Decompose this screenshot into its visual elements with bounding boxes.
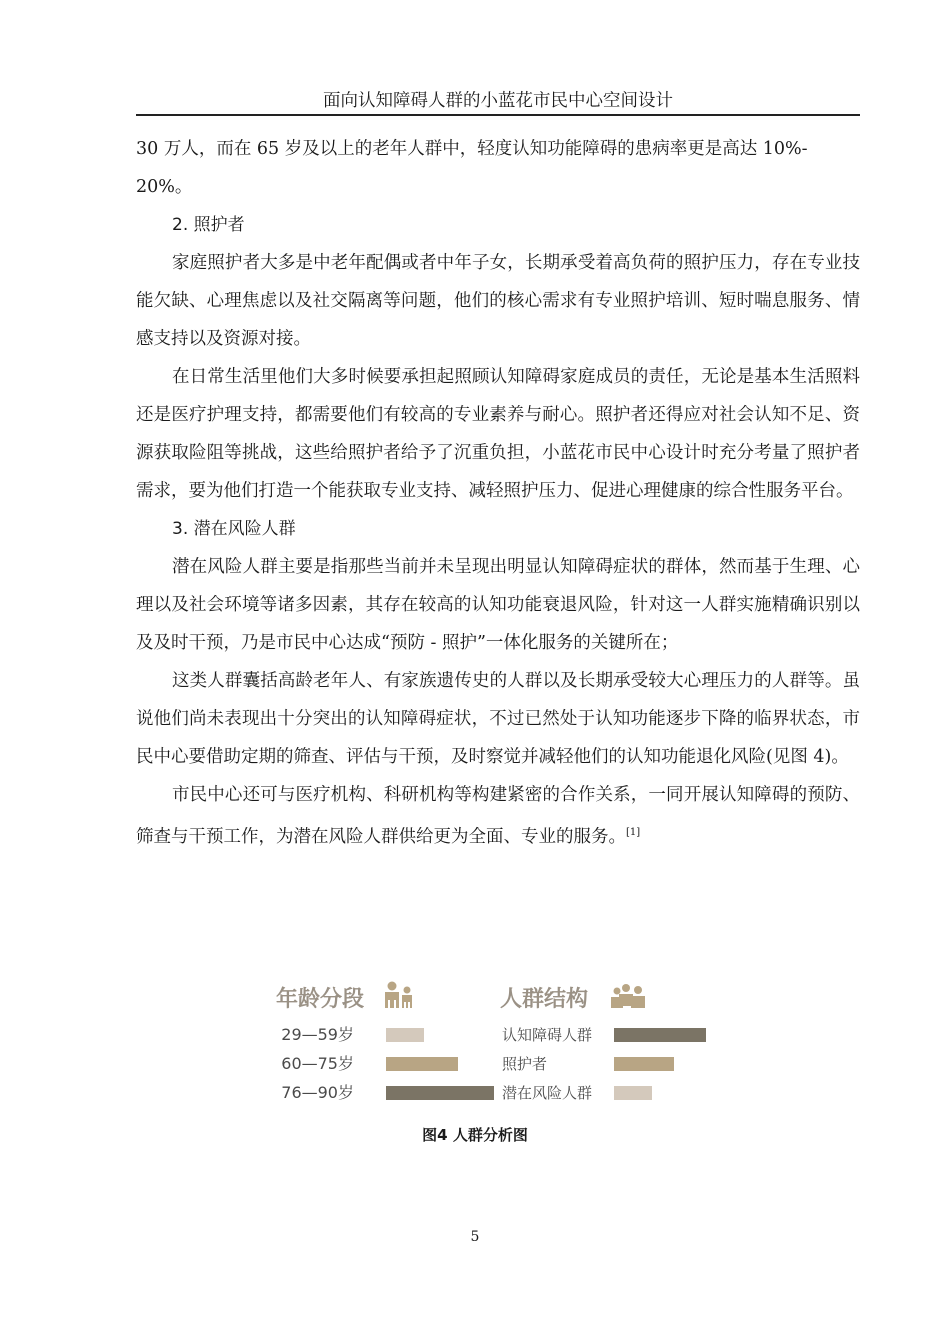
- group-panel: [500, 984, 706, 1102]
- section-heading-caregivers: 2. 照护者: [172, 215, 245, 235]
- group-panel-label: 认知障碍人群: [502, 1026, 593, 1044]
- paragraph-risk-1: 潜在风险人群主要是指那些当前并未呈现出明显认知障碍症状的群体，然而基于生理、心理以及社会环境等诸多因素，其存在较高的认知功能衰退风险，针对这一人群实施精确识别以及及时干预，乃是市民中心达成“预防 - 照护”一体化服务的关键所在；: [136, 557, 860, 653]
- page-number: 5: [470, 1229, 480, 1245]
- age-panel-title: 年龄分段: [276, 987, 365, 1012]
- family-icon: [385, 982, 412, 1009]
- citation-marker: [1]: [626, 827, 641, 838]
- paragraph-caregivers-2: 在日常生活里他们大多时候要承担起照顾认知障碍家庭成员的责任，无论是基本生活照料还是医疗护理支持，都需要他们有较高的专业素养与耐心。照护者还得应对社会认知不足、资源获取险阻等挑战，这些给照护者给予了沉重负担，小蓝花市民中心设计时充分考量了照护者需求，要为他们打造一个能获取专业支持、减轻照护压力、促进心理健康的综合性服务平台。: [136, 367, 860, 501]
- age-panel: [276, 982, 494, 1103]
- group-icon: [611, 984, 645, 1008]
- group-panel-label: 照护者: [502, 1055, 548, 1073]
- group-panel-label: 潜在风险人群: [502, 1084, 593, 1102]
- running-header-title: 面向认知障碍人群的小蓝花市民中心空间设计: [323, 91, 673, 111]
- paragraph-continued-line1: 30 万人，而在 65 岁及以上的老年人群中，轻度认知功能障碍的患病率更是高达 10%-: [136, 139, 808, 159]
- age-rows: [281, 1025, 494, 1102]
- figure-caption: 图4 人群分析图: [422, 1126, 528, 1144]
- paragraph-continued-line2: 20%。: [136, 177, 193, 197]
- population-analysis-figure: [270, 978, 720, 1103]
- running-header: [136, 88, 860, 116]
- age-panel-label: 29—59岁: [281, 1025, 354, 1044]
- age-panel-bar: [386, 1028, 424, 1042]
- group-panel-bar: [614, 1057, 674, 1071]
- body-text: [136, 130, 860, 856]
- paragraph-risk-3-text: 市民中心还可与医疗机构、科研机构等构建紧密的合作关系，一同开展认知障碍的预防、筛查与干预工作，为潜在风险人群供给更为全面、专业的服务。: [136, 785, 860, 847]
- age-panel-bar: [386, 1086, 494, 1100]
- paragraph-risk-3: [136, 776, 860, 856]
- age-panel-label: 76—90岁: [281, 1083, 354, 1102]
- age-panel-bar: [386, 1057, 458, 1071]
- group-panel-bar: [614, 1028, 706, 1042]
- section-heading-risk-groups: 3. 潜在风险人群: [172, 519, 296, 539]
- paragraph-caregivers-1: 家庭照护者大多是中老年配偶或者中年子女，长期承受着高负荷的照护压力，存在专业技能欠缺、心理焦虑以及社交隔离等问题，他们的核心需求有专业照护培训、短时喘息服务、情感支持以及资源对接。: [136, 253, 860, 349]
- age-panel-label: 60—75岁: [281, 1054, 354, 1073]
- paragraph-continued: [136, 130, 860, 206]
- group-panel-bar: [614, 1086, 652, 1100]
- group-rows: [502, 1026, 706, 1102]
- group-panel-title: 人群结构: [500, 987, 589, 1012]
- paragraph-risk-2: 这类人群囊括高龄老年人、有家族遗传史的人群以及长期承受较大心理压力的人群等。虽说他们尚未表现出十分突出的认知障碍症状，不过已然处于认知功能逐步下降的临界状态，市民中心要借助定期的筛查、评估与干预，及时察觉并减轻他们的认知功能退化风险(见图 4)。: [136, 671, 860, 767]
